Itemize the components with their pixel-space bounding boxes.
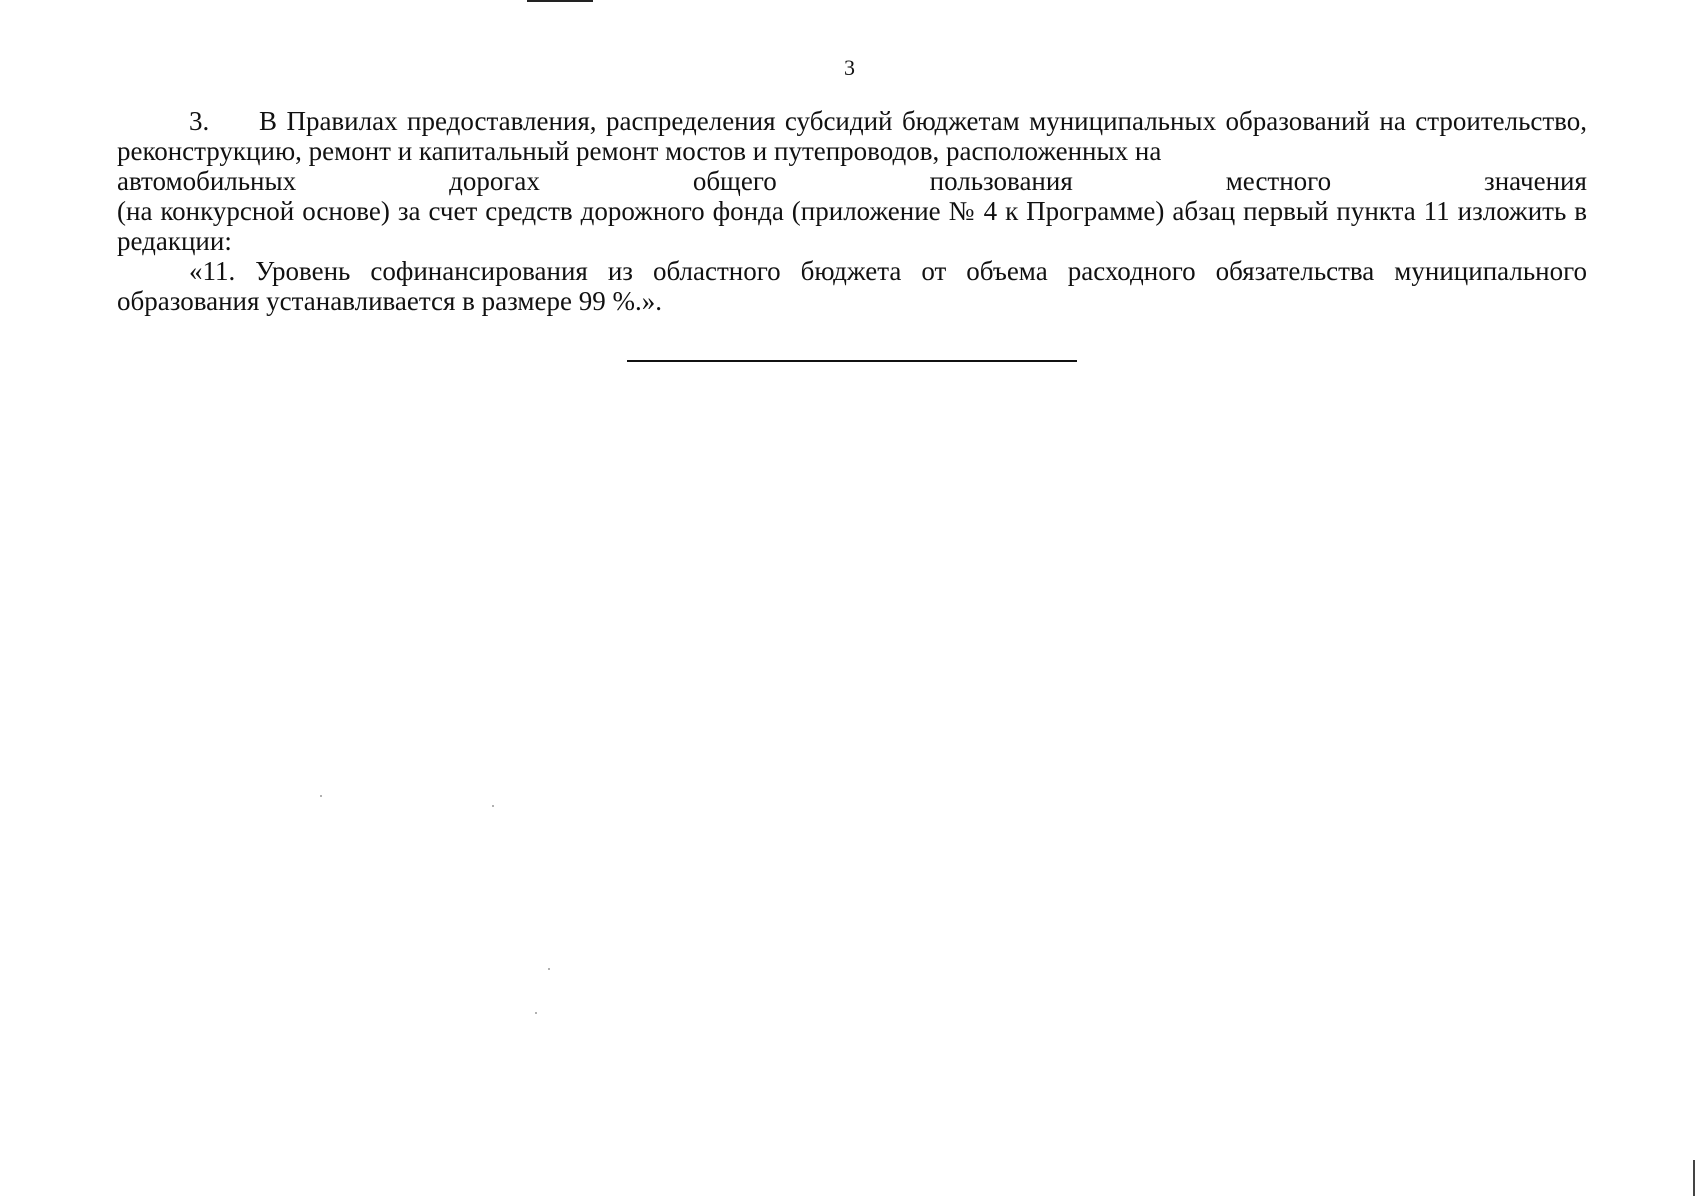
paragraph-11-quote: «11. Уровень софинансирования из областного бюджета от объема расходного обязательства муниципального образования устанавливается в размере 99 %.». (117, 256, 1587, 316)
paragraph-3-number: 3. (189, 106, 210, 136)
spread-word: пользования (929, 166, 1073, 196)
spread-word: дорогах (449, 166, 540, 196)
scan-speck (492, 805, 494, 807)
document-body (117, 106, 1587, 316)
paragraph-3-text: В Правилах предоставления, распределения субсидий бюджетам муниципальных образований на строительство, реконструкцию, ремонт и капитальный ремонт мостов и путепроводов, расположенных на (117, 106, 1587, 166)
scan-speck (548, 968, 550, 970)
paragraph-3-continuation: (на конкурсной основе) за счет средств дорожного фонда (приложение № 4 к Программе) абзац первый пункта 11 изложить в редакции: (117, 196, 1587, 256)
paragraph-3 (117, 106, 1587, 166)
spread-word: значения (1484, 166, 1587, 196)
end-separator-line (627, 360, 1077, 362)
spread-word: общего (692, 166, 777, 196)
top-edge-mark (527, 0, 593, 2)
scan-speck (320, 795, 322, 797)
paragraph-3-spread-line (117, 166, 1587, 196)
right-edge-mark (1693, 1160, 1695, 1196)
page-number: 3 (844, 55, 855, 80)
spread-word: автомобильных (117, 166, 297, 196)
scan-speck (535, 1012, 537, 1014)
spread-word: местного (1225, 166, 1332, 196)
